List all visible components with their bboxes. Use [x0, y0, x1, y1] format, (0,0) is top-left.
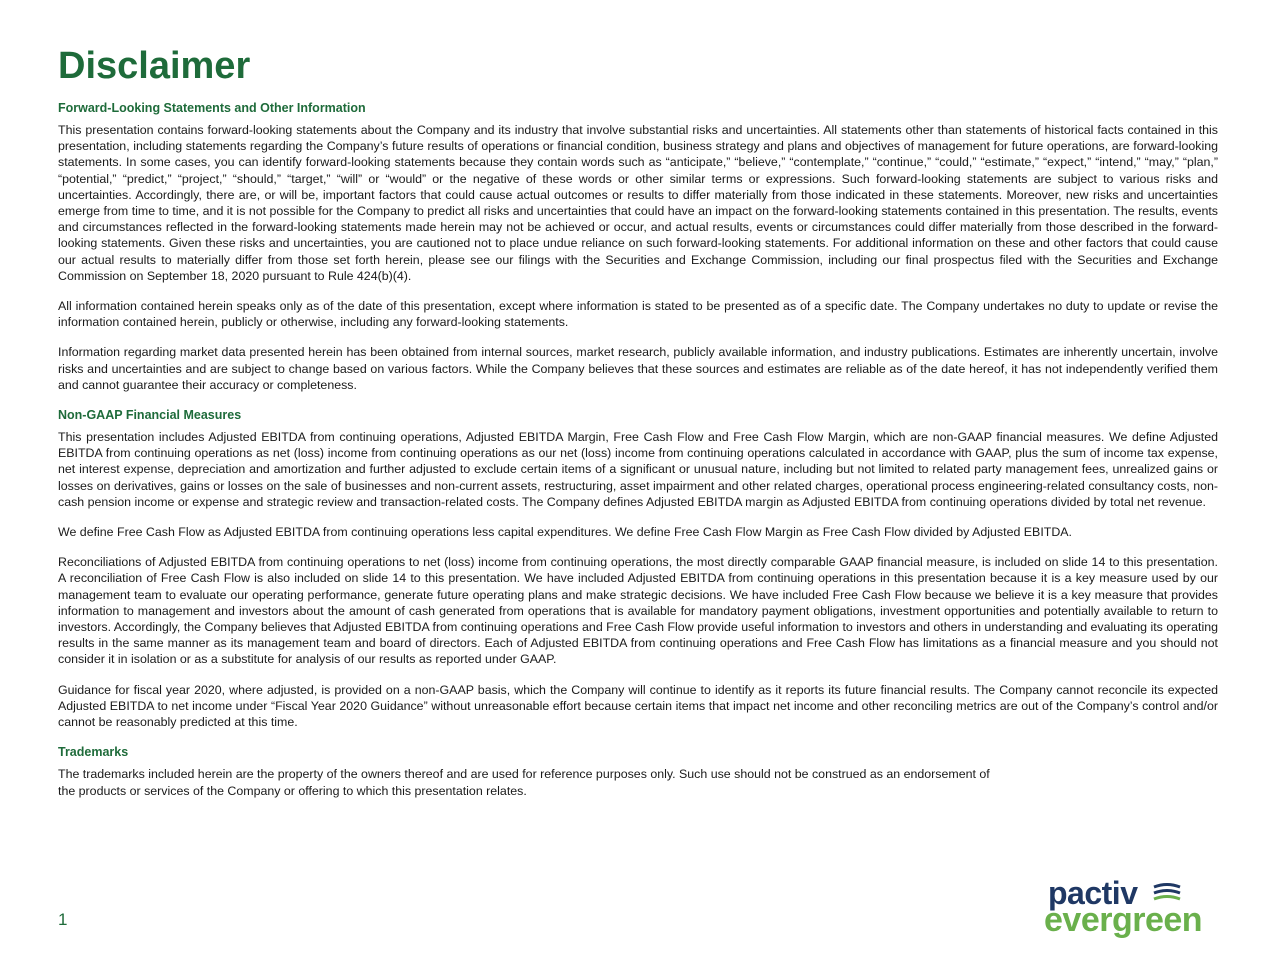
page-number: 1: [58, 910, 68, 929]
disclaimer-page: [58, 44, 1218, 813]
logo-text-line2: evergreen: [1044, 901, 1203, 939]
logo-text-line1: pactiv: [1048, 875, 1138, 911]
paragraph: Reconciliations of Adjusted EBITDA from continuing operations to net (loss) income from continuing operations, the most directly comparable GAAP financial measure, is included on slide 14 to this presentation. A reconciliation of Free Cash Flow is also included on slide 14 to this presentation. We have included Adjusted EBITDA from continuing operations in this presentation because it is a key measure used by our management team to evaluate our operating performance, generate future operating plans and make strategic decisions. We have included Free Cash Flow because we believe it is a key measure that provides information to management and investors about the amount of cash generated from operations that is available for mandatory payment obligations, investment opportunities and potentially available to return to investors. Accordingly, the Company believes that Adjusted EBITDA from continuing operations and Free Cash Flow provide useful information to investors and others in understanding and evaluating its operating results in the same manner as its management team and board of directors. Each of Adjusted EBITDA from continuing operations and Free Cash Flow has limitations as a financial measure and you should not consider it in isolation or as a substitute for analysis of our results as reported under GAAP.: [58, 555, 1218, 667]
section-heading: Trademarks: [58, 745, 129, 760]
page-title: Disclaimer: [58, 45, 251, 87]
paragraph: This presentation includes Adjusted EBITDA from continuing operations, Adjusted EBITDA Margin, Free Cash Flow and Free Cash Flow Margin, which are non-GAAP financial measures. We define Adjusted EBITDA from continuing operations as net (loss) income from continuing operations as our net (loss) income from continuing operations calculated in accordance with GAAP, plus the sum of income tax expense, net interest expense, depreciation and amortization and further adjusted to exclude certain items of a significant or unusual nature, including but not limited to related party management fees, unrealized gains or losses on derivatives, gains or losses on the sale of businesses and non-current assets, restructuring, asset impairment and other related charges, operational process engineering-related consultancy costs, non-cash pension income or expense and strategic review and transaction-related costs. The Company defines Adjusted EBITDA margin as Adjusted EBITDA from continuing operations divided by total net revenue.: [58, 430, 1218, 509]
section-heading: Non-GAAP Financial Measures: [58, 408, 242, 423]
paragraph: The trademarks included herein are the property of the owners thereof and are used for reference purposes only. Such use should not be construed as an endorsement of the products or services of the Company or offering to which this presentation relates.: [58, 767, 990, 798]
paragraph: All information contained herein speaks only as of the date of this presentation, except where information is stated to be presented as of a specific date. The Company undertakes no duty to update or revise the information contained herein, publicly or otherwise, including any forward-looking statements.: [58, 299, 1218, 330]
paragraph: Guidance for fiscal year 2020, where adjusted, is provided on a non-GAAP basis, which the Company will continue to identify as it reports its future financial results. The Company cannot reconcile its expected Adjusted EBITDA to net income under “Fiscal Year 2020 Guidance” without unreasonable effort because certain items that impact net income and other reconciling metrics are out of the Company’s control and/or cannot be reasonably predicted at this time.: [58, 682, 1218, 730]
section-heading: Forward-Looking Statements and Other Information: [58, 101, 366, 115]
paragraph: Information regarding market data presented herein has been obtained from internal sources, market research, publicly available information, and industry publications. Estimates are inherently uncertain, involve risks and uncertainties and are subject to change based on various factors. While the Company believes that these sources and estimates are reliable as of the date hereof, it has not independently verified them and cannot guarantee their accuracy or completeness.: [58, 345, 1218, 392]
paragraph: This presentation contains forward-looking statements about the Company and its industry that involve substantial risks and uncertainties. All statements other than statements of historical facts contained in this presentation, including statements regarding the Company’s future results of operations or financial condition, business strategy and plans and objectives of management for future operations, are forward-looking statements. In some cases, you can identify forward-looking statements because they contain words such as “anticipate,” “believe,” “contemplate,” “continue,” “could,” “estimate,” “expect,” “intend,” “may,” “plan,” “potential,” “predict,” “project,” “should,” “target,” “will” or “would” or the negative of these words or other similar terms or expressions. Such forward-looking statements are subject to various risks and uncertainties. Accordingly, there are, or will be, important factors that could cause actual outcomes or results to differ materially from those indicated in these statements. Moreover, new risks and uncertainties emerge from time to time, and it is not possible for the Company to predict all risks and uncertainties that could have an impact on the forward-looking statements contained in this presentation. The results, events and circumstances reflected in the forward-looking statements made herein may not be achieved or occur, and actual results, events or circumstances could differ materially from those described in the forward-looking statements. Given these risks and uncertainties, you are cautioned not to place undue reliance on such forward-looking statements. For additional information on these and other factors that could cause our actual results to materially differ from those set forth herein, please see our filings with the Securities and Exchange Commission, including our final prospectus filed with the Securities and Exchange Commission on September 18, 2020 pursuant to Rule 424(b)(4).: [58, 123, 1218, 283]
section-trademarks: [58, 744, 1218, 798]
paragraph: We define Free Cash Flow as Adjusted EBITDA from continuing operations less capital expenditures. We define Free Cash Flow Margin as Free Cash Flow divided by Adjusted EBITDA.: [58, 525, 1072, 540]
section-non-gaap: [58, 407, 1218, 730]
section-forward-looking: [58, 100, 1218, 393]
company-logo: [1044, 876, 1224, 940]
